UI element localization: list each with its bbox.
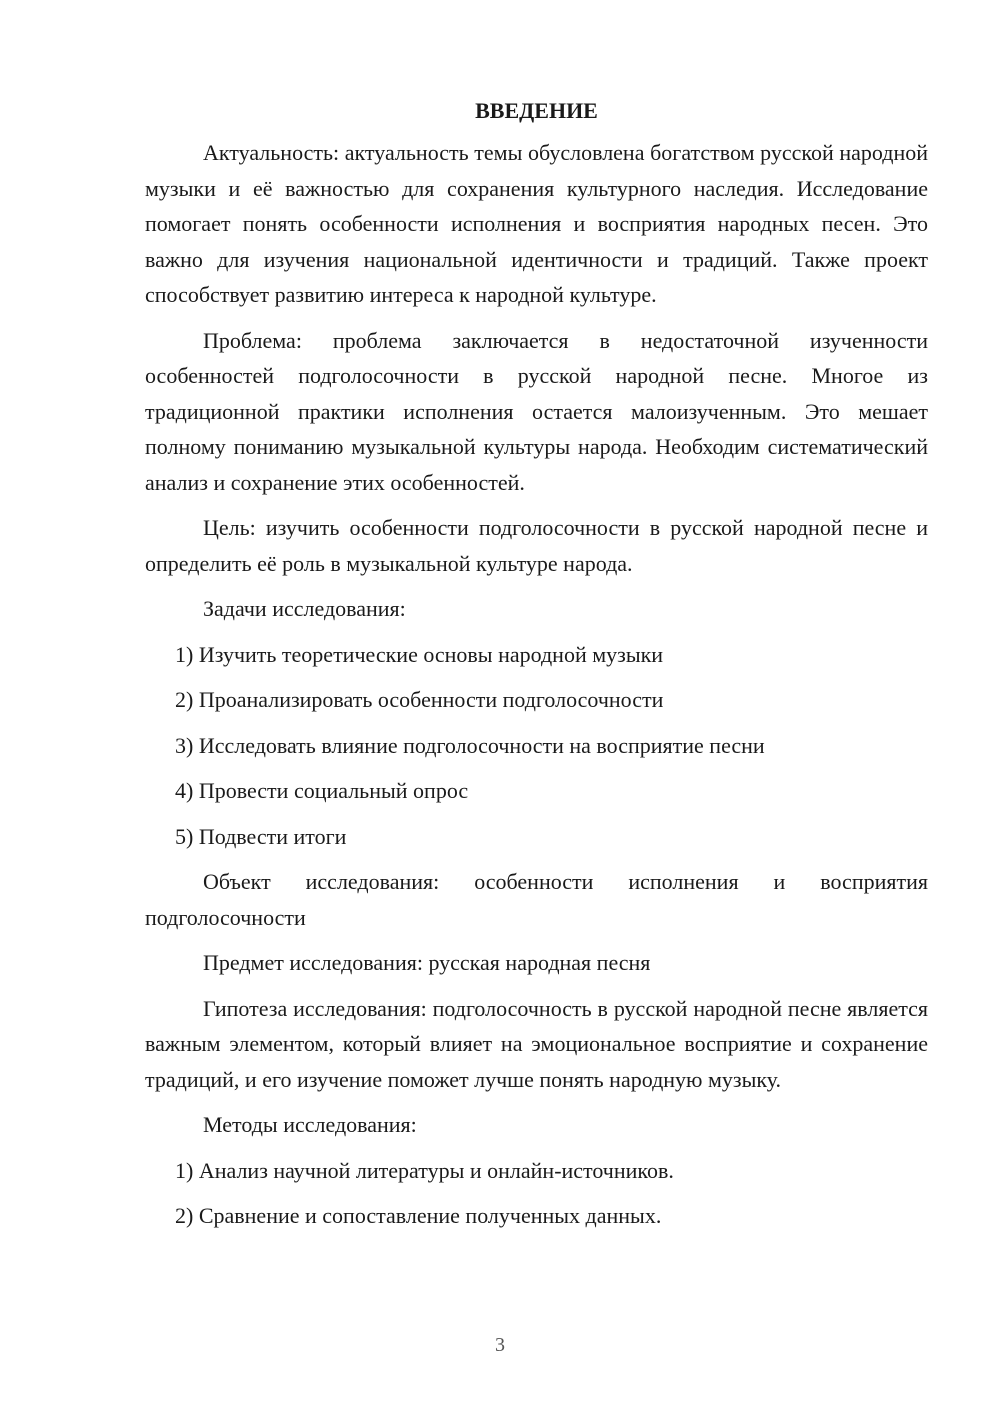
list-item: 1) Изучить теоретические основы народной музыки xyxy=(175,641,664,667)
hypothesis-paragraph: Гипотеза исследования: подголосочность в русской народной песне является важным элементом, который влияет на эмоциональное восприятие и сохранение традиций, и его изучение поможет лучше понять народную музыку. xyxy=(145,995,928,1092)
list-item: 1) Анализ научной литературы и онлайн-источников. xyxy=(175,1157,674,1183)
section-title: ВВЕДЕНИЕ xyxy=(475,98,598,123)
subject-paragraph: Предмет исследования: русская народная песня xyxy=(203,950,651,975)
tasks-label: Задачи исследования: xyxy=(203,596,406,621)
problem-paragraph: Проблема: проблема заключается в недостаточной изученности особенностей подголосочности в русской народной песне. Многое из традиционной практики исполнения остается малоизученным. Это мешает полному пониманию музыкальной культуры народа. Необходим систематический анализ и сохранение этих особенностей. xyxy=(145,327,928,495)
list-item: 3) Исследовать влияние подголосочности на восприятие песни xyxy=(175,732,765,758)
goal-paragraph: Цель: изучить особенности подголосочности в русской народной песне и определить её роль в музыкальной культуре народа. xyxy=(145,515,928,576)
list-item: 4) Провести социальный опрос xyxy=(175,778,469,803)
list-item: 2) Проанализировать особенности подголосочности xyxy=(175,687,664,712)
list-item: 2) Сравнение и сопоставление полученных данных. xyxy=(175,1203,662,1228)
page-number: 3 xyxy=(495,1334,505,1356)
methods-label: Методы исследования: xyxy=(203,1112,417,1137)
methods-list xyxy=(145,1153,928,1234)
relevance-paragraph: Актуальность: актуальность темы обусловлена богатством русской народной музыки и её важностью для сохранения культурного наследия. Исследование помогает понять особенности исполнения и восприятия народных песен. Это важно для изучения национальной идентичности и традиций. Также проект способствует развитию интереса к народной культуре. xyxy=(145,140,928,307)
list-item: 5) Подвести итоги xyxy=(175,823,347,849)
object-paragraph: Объект исследования: особенности исполнения и восприятия подголосочности xyxy=(145,869,928,930)
document-page xyxy=(145,96,928,1244)
tasks-list xyxy=(145,637,928,855)
